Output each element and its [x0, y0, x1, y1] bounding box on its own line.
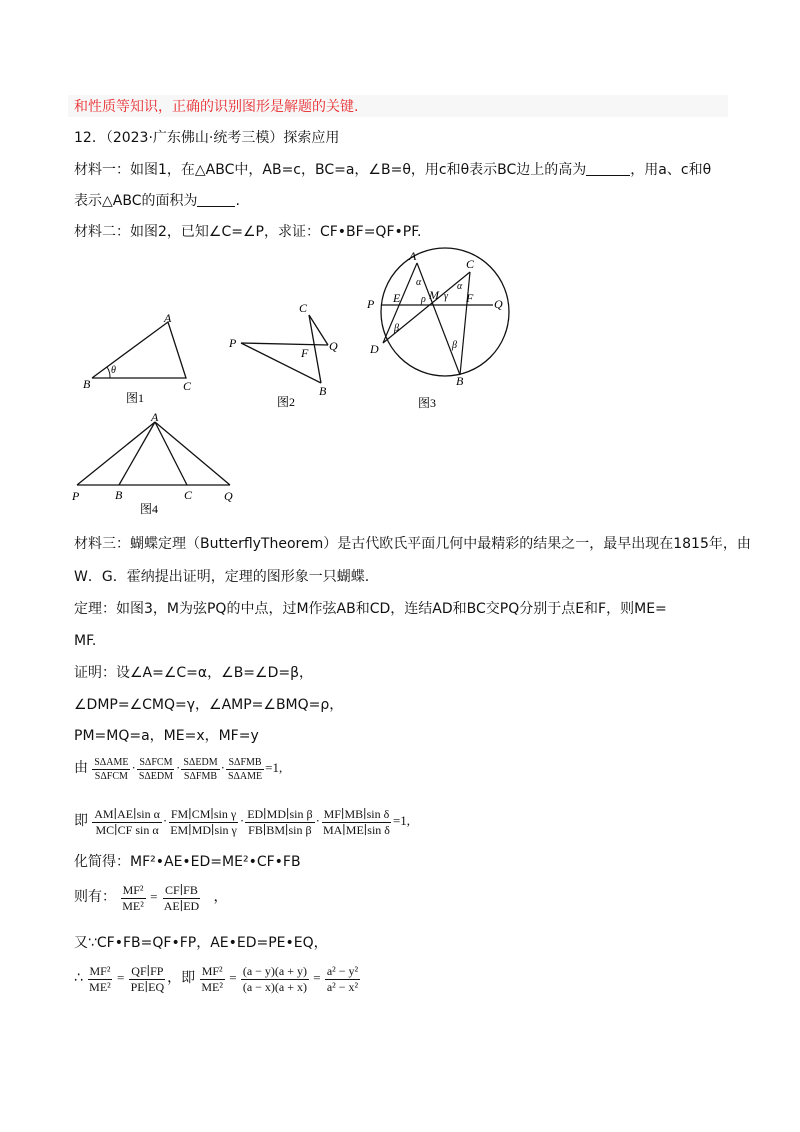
equation-1: 由 $\frac{\text{SΔAME}}{\text{SΔFCM}}$ · $\frac{\text{SΔFCM}}{\text{SΔEDM}}$ · $\frac{\text{SΔEDM}}{\text{SΔFMB}}$ · $\frac{\text{SΔFMB}}{\text{SΔAME}}$ =1, — [74, 756, 283, 782]
also-line: 又∵CF•FB=QF•FP，AE•ED=PE•EQ， — [74, 935, 328, 951]
fig4-label-C: C — [184, 488, 193, 502]
then-f2-den: AE∣ED — [163, 898, 200, 913]
fig3-label-D: D — [370, 342, 379, 356]
fig4-label-B: B — [115, 488, 123, 502]
problem-source: （2023·广东佛山·统考三模）探索应用 — [105, 130, 340, 146]
material1-line1 — [74, 160, 711, 180]
then-tail: ， — [213, 889, 228, 905]
figure-2 — [225, 295, 350, 410]
figure-3 — [360, 245, 525, 415]
header-note: 和性质等知识，正确的识别图形是解题的关键. — [74, 99, 359, 115]
fig3-label-beta1: β — [394, 323, 399, 334]
answer-blank-height[interactable] — [586, 161, 630, 176]
final-f4-num: (a − y)(a + y) — [242, 963, 307, 978]
simplified-line: 化简得：MF²•AE•ED=ME²•CF•FB — [74, 854, 301, 870]
fig3-caption: 图3 — [418, 396, 437, 410]
fig4-label-P: P — [72, 489, 80, 503]
fig1-label-theta: θ — [111, 365, 116, 376]
then-frac-2 — [162, 883, 201, 914]
eq2-f4-den: MA∣ME∣sin δ — [322, 822, 390, 837]
final-f2-num: QF∣FP — [131, 963, 164, 978]
final-mid: ，即 — [167, 970, 196, 986]
eq1-frac-2 — [137, 756, 175, 783]
final-frac-1 — [87, 964, 113, 995]
fig3-label-C: C — [466, 257, 475, 271]
eq2-f2-den: EM∣MD∣sin γ — [170, 822, 237, 837]
eq1-f3-num: SΔEDM — [183, 756, 218, 768]
then-line: 则有： $\frac{\text{MF²}}{\text{ME²}}$ = $\frac{CF∣FB}{AE∣ED}$ ， — [74, 882, 228, 913]
eq2-prefix: 即 — [74, 813, 88, 829]
therefore-line: ∴ $\frac{\text{MF²}}{\text{ME²}}$ = $\frac{QF∣FP}{PE∣EQ}$ ，即 $\frac{\text{MF²}}{\text{ME²}}$ = $\frac{(a - y)(a + y)}{(a - x)(a + x)}$ = $\frac{\text{a² − y²}}{\text{a² − x²}}$ — [74, 963, 359, 994]
final-f2-den: PE∣EQ — [130, 979, 165, 994]
fig3-label-B: B — [456, 374, 464, 388]
period: . — [235, 193, 240, 209]
final-frac-2 — [129, 964, 167, 995]
eq2-f3-den: FB∣BM∣sin β — [248, 822, 312, 837]
then-f1-num: MF² — [122, 882, 144, 897]
fig3-label-M: M — [429, 288, 439, 302]
problem-heading — [74, 128, 339, 148]
eq1-rhs: =1, — [265, 760, 283, 775]
material2: 材料二：如图2，已知∠C=∠P，求证：CF•BF=QF•PF. — [74, 224, 422, 240]
theorem-line1: 定理：如图3，M为弦PQ的中点，过M作弦AB和CD，连结AD和BC交PQ分别于点E和F，则ME= — [74, 601, 667, 617]
eq1-frac-3 — [181, 756, 219, 783]
final-f1-num: MF² — [89, 963, 111, 978]
theorem-line2: MF. — [74, 633, 97, 649]
fig1-label-B: B — [83, 377, 91, 391]
eq2-f3-num: ED∣MD∣sin β — [247, 806, 313, 821]
material1-line2 — [74, 191, 240, 211]
answer-blank-area[interactable] — [197, 192, 235, 207]
problem-number: 12． — [74, 130, 106, 146]
final-frac-3 — [199, 964, 225, 995]
fig2-label-F: F — [301, 346, 309, 360]
eq1-f3-den: SΔFMB — [183, 770, 218, 782]
fig4-label-Q: Q — [224, 489, 233, 503]
fig3-label-alpha2: α — [457, 281, 463, 292]
then-f1-den: ME² — [122, 898, 144, 913]
eq1-f1-num: SΔAME — [94, 756, 129, 768]
fig3-label-alpha1: α — [416, 277, 422, 288]
proof-line3: PM=MQ=a，ME=x，MF=y — [74, 728, 259, 744]
figure-4 — [65, 410, 250, 520]
fig3-label-E: E — [393, 291, 401, 305]
then-f2-num: CF∣FB — [165, 882, 198, 897]
fig2-caption: 图2 — [277, 395, 296, 409]
figure-1 — [80, 310, 200, 410]
eq2-f1-den: MC∣CF sin α — [95, 822, 159, 837]
fig2-label-C: C — [299, 301, 308, 315]
fig1-caption: 图1 — [126, 391, 145, 405]
eq2-rhs: =1, — [392, 813, 411, 828]
fig3-label-A: A — [409, 249, 417, 263]
equation-2: 即 $\frac{\text{AM∣AE∣sin α}}{\text{MC∣CF sin α}}$ · $\frac{\text{FM∣CM∣sin γ}}{\text{EM∣MD∣sin γ}}$ · $\frac{\text{ED∣MD∣sin β}}{\text{FB∣BM∣sin β}}$ · $\frac{\text{MF∣MB∣sin δ}}{\text{MA∣ME∣sin δ}}$ =1, — [74, 806, 411, 837]
therefore-symbol: ∴ — [74, 970, 83, 986]
final-frac-5 — [325, 964, 360, 995]
final-f1-den: ME² — [89, 979, 111, 994]
eq2-frac-2 — [168, 807, 239, 838]
material3-line2: W．G．霍纳提出证明，定理的图形象一只蝴蝶. — [74, 569, 370, 585]
final-f3-num: MF² — [201, 963, 223, 978]
eq1-f2-num: SΔFCM — [139, 756, 173, 768]
final-frac-4 — [241, 964, 309, 995]
eq1-frac-1 — [92, 756, 130, 783]
eq2-f4-num: MF∣MB∣sin δ — [323, 806, 390, 821]
eq1-f4-num: SΔFMB — [228, 756, 262, 768]
material1-line2-text: 表示△ABC的面积为 — [74, 193, 198, 209]
fig2-label-P: P — [229, 336, 237, 350]
fig3-label-F: F — [466, 291, 474, 305]
fig2-label-Q: Q — [329, 339, 338, 353]
eq2-f2-num: FM∣CM∣sin γ — [170, 806, 237, 821]
fig3-label-beta2: β — [452, 340, 457, 351]
eq1-frac-4 — [226, 756, 264, 783]
eq2-frac-4 — [321, 807, 392, 838]
then-frac-1 — [120, 883, 146, 914]
material1-text: 材料一：如图1，在△ABC中，AB=c，BC=a，∠B=θ，用c和θ表示BC边上的高为 — [74, 162, 587, 178]
fig3-label-gamma: γ — [444, 291, 448, 302]
eq1-f2-den: SΔEDM — [138, 770, 174, 782]
eq1-f1-den: SΔFCM — [94, 770, 128, 782]
fig3-label-Q: Q — [494, 297, 503, 311]
eq2-frac-1 — [92, 807, 162, 838]
eq2-f1-num: AM∣AE∣sin α — [94, 806, 160, 821]
eq1-prefix: 由 — [74, 760, 88, 776]
fig3-label-rho: ρ — [421, 294, 426, 305]
proof-line2: ∠DMP=∠CMQ=γ，∠AMP=∠BMQ=ρ， — [74, 697, 344, 713]
proof-line1: 证明：设∠A=∠C=α，∠B=∠D=β， — [74, 665, 314, 681]
fig2-label-B: B — [319, 384, 327, 398]
final-f5-den: a² − x² — [326, 979, 359, 994]
fig1-label-A: A — [164, 311, 172, 325]
fig4-label-A: A — [151, 410, 159, 424]
final-f4-den: (a − x)(a + x) — [242, 979, 307, 994]
final-f3-den: ME² — [201, 979, 223, 994]
fig1-label-C: C — [183, 379, 192, 393]
material1-mid: ，用a、c和θ — [630, 162, 712, 178]
final-f5-num: a² − y² — [326, 963, 359, 978]
fig4-caption: 图4 — [140, 502, 159, 516]
eq2-frac-3 — [245, 807, 314, 838]
eq1-f4-den: SΔAME — [227, 770, 263, 782]
material3-line1: 材料三：蝴蝶定理（ButterflyTheorem）是古代欧氏平面几何中最精彩的结果之一，最早出现在1815年，由 — [74, 536, 751, 552]
fig3-label-P: P — [367, 297, 375, 311]
then-label: 则有： — [74, 889, 116, 905]
